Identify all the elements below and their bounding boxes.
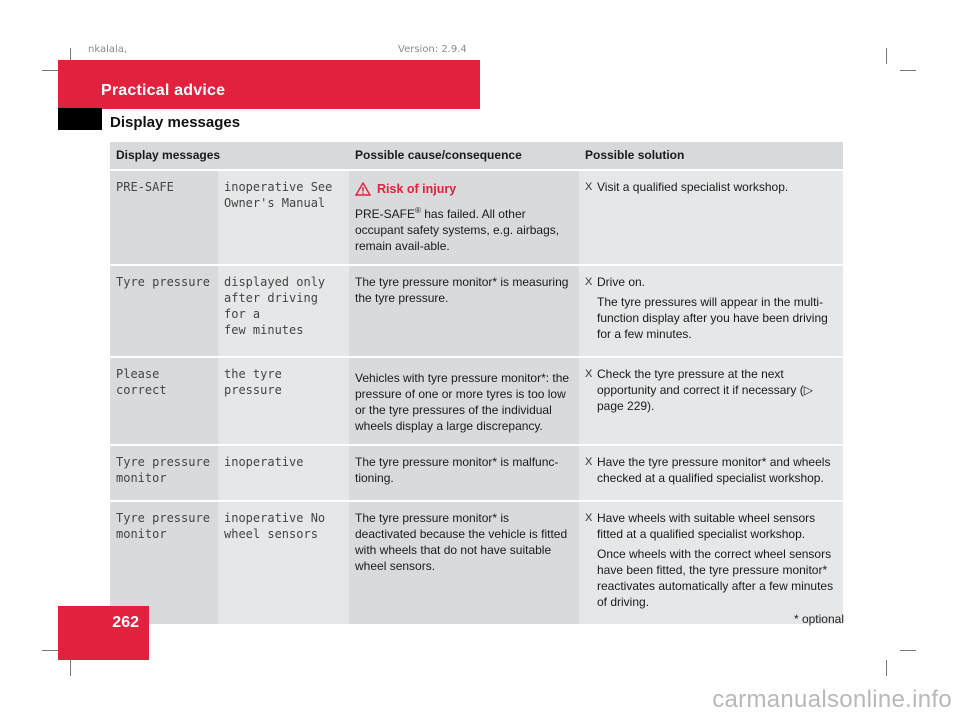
page-number-box: [58, 606, 149, 660]
solution: X Visit a qualified specialist workshop.: [585, 179, 837, 199]
arrow-right-icon: X: [585, 456, 593, 468]
crop-mark: [42, 650, 58, 651]
message-text-part2: inoperative See Owner's Manual: [224, 180, 333, 210]
warning-heading: [355, 181, 573, 197]
crop-mark: [886, 48, 887, 64]
header-meta-right: Version: 2.9.4: [398, 44, 467, 55]
arrow-right-icon: X: [585, 181, 593, 193]
message-text-part1: PRE-SAFE: [116, 180, 174, 194]
cause-text: The tyre pressure monitor* is deactivated because the vehicle is fitted with wheels that do not have suitable wheel sensors.: [355, 511, 568, 573]
solution: X Drive on. The tyre pressures will appear in the multi-function display after you have been driving for a few minutes.: [585, 274, 837, 346]
watermark: carmanualsonline.info: [712, 686, 952, 713]
crop-mark: [900, 650, 916, 651]
section-tab-marker: [58, 108, 102, 130]
display-messages-table: [110, 142, 843, 626]
cause-text: The tyre pressure monitor* is measuring the tyre pressure.: [355, 275, 569, 305]
cause-text: The tyre pressure monitor* is malfunc-tioning.: [355, 455, 559, 485]
crop-mark: [886, 660, 887, 676]
message-text-part2: the tyre pressure: [224, 367, 282, 397]
section-title: Practical advice: [101, 82, 226, 99]
message-text-part2: inoperative No wheel sensors: [224, 511, 326, 541]
cause-text: Vehicles with tyre pressure monitor*: the pressure of one or more tyres is too low or the tyre pressures of the individual wheels display a large discrepancy.: [355, 371, 570, 433]
warning-title: Risk of injury: [377, 182, 457, 196]
page-subtitle: Display messages: [110, 114, 241, 131]
table-row: [110, 446, 843, 502]
footnote: * optional: [793, 612, 844, 626]
warning-triangle-icon: [355, 182, 371, 196]
arrow-right-icon: X: [585, 512, 593, 524]
table-row: [110, 502, 843, 626]
message-text-part1: Tyre pressure: [116, 275, 210, 289]
header-possible-cause: Possible cause/consequence: [349, 142, 579, 171]
message-text-part1: Please correct: [116, 367, 167, 397]
arrow-right-icon: X: [585, 368, 593, 380]
message-text-part2: displayed only after driving for a few minutes: [224, 275, 326, 337]
crop-mark: [70, 660, 71, 676]
message-text-part2: inoperative: [224, 455, 304, 469]
header-display-messages: Display messages: [110, 142, 349, 171]
table-row: [110, 358, 843, 446]
arrow-right-icon: X: [585, 276, 593, 288]
message-text-part1: Tyre pressure monitor: [116, 455, 210, 485]
crop-mark: [42, 70, 58, 71]
crop-mark: [900, 70, 916, 71]
solution: X Have wheels with suitable wheel sensors fitted at a qualified specialist workshop. Once wheels with the correct wheel sensors have been fitted, the tyre pressure monitor* reactivates automatically after a few minutes of driving.: [585, 510, 837, 614]
page-number: 262: [112, 614, 139, 631]
header-possible-solution: Possible solution: [579, 142, 843, 171]
table-row: [110, 266, 843, 358]
header-meta-left: nkalala,: [88, 44, 128, 55]
cause-text: PRE-SAFE® has failed. All other occupant safety systems, e.g. airbags, remain avail-able.: [355, 206, 560, 253]
solution: X Have the tyre pressure monitor* and wheels checked at a qualified specialist workshop.: [585, 454, 837, 490]
section-header-band: [58, 60, 480, 109]
table-row: [110, 171, 843, 266]
solution: X Check the tyre pressure at the next opportunity and correct it if necessary (▷ page 229).: [585, 366, 837, 418]
table-header-row: [110, 142, 843, 171]
message-text-part1: Tyre pressure monitor: [116, 511, 210, 541]
